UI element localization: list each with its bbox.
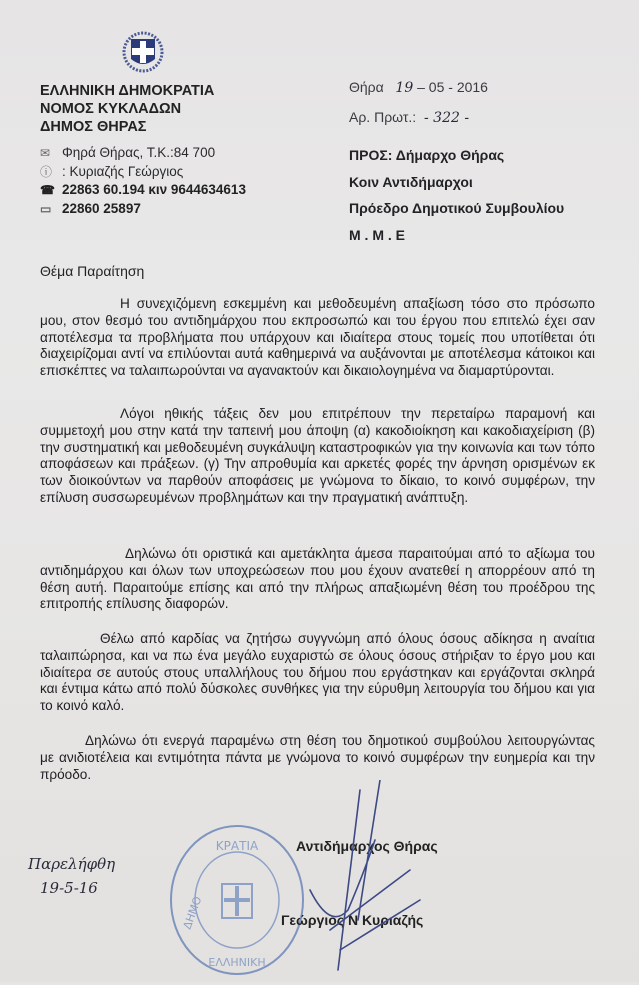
address: Φηρά Θήρας, Τ.Κ.:84 700 [62, 145, 216, 160]
svg-text:ΕΛΛΗΝΙΚΗ: ΕΛΛΗΝΙΚΗ [208, 956, 266, 969]
paragraph-text: Η συνεχιζόμενη εσκεμμένη και μεθοδευμένη απαξίωση τόσο στο πρόσωπο μου, στον θεσμό του αντιδημάρχου που εκπροσωπώ και του έργου που επιτελώ έχει σαν αποτέλεσμα τα προβλήματα που υπάρχουν και ιδιαίτερα στους τομείς που υποτίθεται ότι διαχειρίζομαι αντί να επιλύονται αυτά καθημερινά να αυξάνονται με αποτέλεσμα κάτοικοι και επισκέπτες να ταλαιπωρούνται να αγανακτούν και δικαιολογημένα να διαμαρτύρονται. [40, 296, 595, 379]
protocol-label: Αρ. Πρωτ.: [349, 109, 417, 125]
greek-emblem-icon [121, 31, 165, 75]
date-day-handwritten: 19 [395, 80, 414, 96]
recipient-president: Πρόεδρο Δημοτικού Συμβουλίου [349, 200, 565, 216]
paragraph-text: Θέλω από καρδίας να ζητήσω συγγνώμη από όλους όσους αδίκησα η αναίτια ταλαιπώρησα, και να πω ένα μεγάλο ευχαριστώ σε όλους όσους στήριξαν το έργο μου και ιδιαίτερα σε αυτούς στους υπαλλήλους του δήμου που εργάστηκαν και εργάζονται σκληρά και έντιμα κάτω από πολύ δύσκολες συνθήκες για την εύρυθμη λειτουργία του δήμου και για το κοινό καλό. [40, 631, 595, 714]
svg-text:ΚΡΑΤΙΑ: ΚΡΑΤΙΑ [215, 839, 259, 853]
signatory-title: Αντιδήμαρχος Θήρας [296, 838, 438, 854]
envelope-icon: ✉ [40, 146, 51, 160]
phone: 22863 60.194 κιν 9644634613 [62, 182, 246, 197]
recipients [349, 142, 564, 248]
paragraph [40, 296, 595, 380]
received-note [28, 852, 115, 900]
received-date: 19-5-16 [40, 879, 98, 897]
fax-icon: ▭ [40, 201, 52, 216]
info-icon: ⓘ [40, 164, 53, 179]
recipient-to: ΠΡΟΣ: Δήμαρχο Θήρας [349, 147, 505, 163]
contact-block [40, 144, 246, 218]
letterhead-authority [40, 82, 214, 136]
document-meta [349, 79, 488, 139]
recipient-cc: Κοιν Αντιδήμαρχοι [349, 173, 473, 190]
paragraph-text: Δηλώνω ότι ενεργά παραμένω στη θέση του δημοτικού συμβούλου λειτουργώντας με ανιδιοτέλεια και εντιμότητα πάντα με γνώμονα το κοινό συμφέρων την ευημερία και την πρόοδο. [40, 733, 595, 782]
letterhead-line: ΕΛΛΗΝΙΚΗ ΔΗΜΟΚΡΑΤΙΑ [40, 83, 215, 99]
paragraph [40, 733, 595, 783]
letterhead-line: ΝΟΜΟΣ ΚΥΚΛΑΔΩΝ [40, 101, 182, 117]
paragraph [40, 546, 595, 613]
contact-person: : Κυριαζής Γεώργιος [62, 163, 184, 179]
paragraph [40, 406, 595, 507]
phone-icon: ☎ [40, 183, 55, 197]
svg-text:ΔΗΜΟ: ΔΗΜΟ [180, 894, 205, 932]
paragraph-text: Λόγοι ηθικής τάξεις δεν μου επιτρέπουν την περεταίρω παραμονή και συμμετοχή μου στην κατά την ταπεινή μου άποψη (α) κακοδιοίκηση και κακοδιαχείριση (β) την συστηματική και μεθοδευμένη συγκάλυψη καταστροφικών για την κοινωνία και των τόπο αποφάσεων και πράξεων. (γ) Την απροθυμία και αρκετές φορές την άρνηση ορισμένων εκ των διοικούντων να παρθούν αποφάσεις με γνώμονα το δίκαιο, το κοινό συμφέρων, την επίλυση συσσωρευμένων προβλημάτων και την πραγματική ανάπτυξη. [40, 406, 595, 505]
place-label: Θήρα [349, 79, 384, 95]
subject-line: Θέμα Παραίτηση [40, 263, 145, 279]
received-label: Παρελήφθη [28, 855, 116, 873]
protocol-number: - 322 - [423, 110, 470, 126]
paragraph [40, 631, 595, 715]
fax: 22860 25897 [62, 200, 141, 216]
date-rest: – 05 - 2016 [417, 79, 488, 95]
signature-icon [240, 780, 440, 980]
paragraph-text: Δηλώνω ότι οριστικά και αμετάκλητα άμεσα παραιτούμαι από το αξίωμα του αντιδημάρχου και όλων των υποχρεώσεων που μου έχουν ανατεθεί η απορρέουν από τη θέση αυτή. Παραιτούμε επίσης και από την πλήρως απαξιωμένη θέση του προέδρου της επιτροπής επίλυσης διαφορών. [40, 546, 595, 612]
signatory-name: Γεώργιος Ν Κυριαζής [281, 912, 424, 928]
letterhead-line: ΔΗΜΟΣ ΘΗΡΑΣ [40, 119, 147, 135]
recipient-media: Μ . Μ . Ε [349, 226, 405, 243]
